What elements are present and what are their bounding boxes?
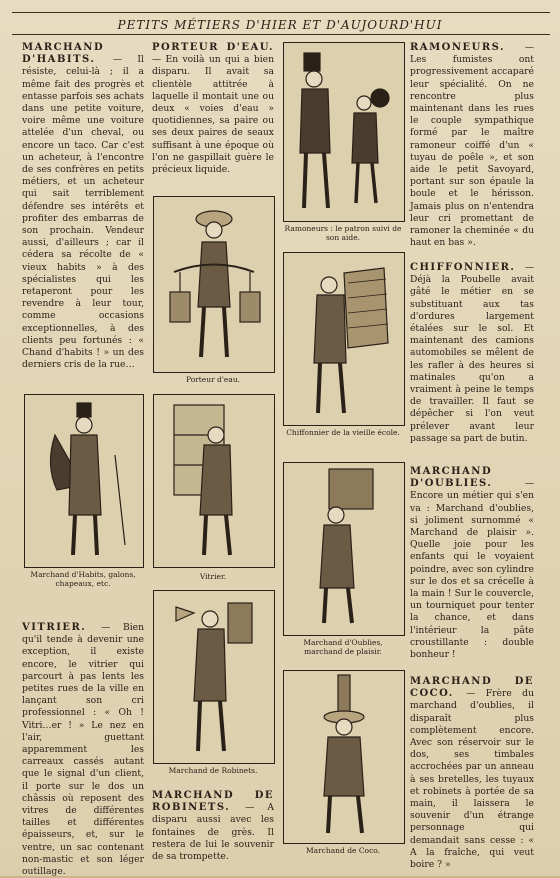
caption-marchand-coco: Marchand de Coco. [305, 846, 381, 855]
caption-marchand-robinets: Marchand de Robinets. [168, 766, 258, 775]
caption-porteur-eau: Porteur d'eau. [185, 375, 241, 384]
text-vitrier: — Bien qu'il tende à devenir une exception, il existe encore, le vitrier qui parcourt à pas lents les petites rues de la ville en lançant son cri professionnel : « Oh ! Vitri…er ! » Le nez en l'air, guettant apparemment les carreaux cassés autant que le signal d'un client, il porte sur le dos un châssis où reposent des vitres de différentes tailles et différentes épaisseurs, et, sur le ventre, un sac contenant non-mastic et son léger outillage. [22, 622, 145, 878]
text-marchand-coco: — Frère du marchand d'oublies, il disparaît plus complètement encore. Avec son réservoir sur le dos, ses timbales accrochées par un anneau à ses bretelles, les tuyaux et robinets à portée de sa main, il laissera le souvenir d'un étrange personnage qui demandait sans cesse : « A la fraîche, qui veut boire ? » [410, 688, 534, 871]
illustration-porteur-eau [153, 196, 275, 373]
marchand-robinets-drawing [154, 591, 274, 763]
caption-marchand-habits: Marchand d'Habits, galons, chapeaux, etc. [30, 570, 136, 588]
heading-porteur-eau: PORTEUR D'EAU. [152, 42, 274, 53]
top-rule [12, 12, 550, 13]
heading-ramoneurs: RAMONEURS. [410, 42, 525, 53]
article-chiffonnier [410, 262, 534, 462]
page-header: PETITS MÉTIERS D'HIER ET D'AUJOURD'HUI [117, 18, 443, 32]
caption-marchand-oublies: Marchand d'Oublies, marchand de plaisir. [303, 638, 383, 656]
article-porteur-eau [152, 42, 274, 192]
article-marchand-robinets [152, 790, 274, 866]
text-marchand-habits: — Il résiste, celui-là ; il a même fait des progrès et entasse parfois ses achats dans une petite voiture, voire même une voiture attelée d'un cheval, ou encore un taco. Car c'est un acheteur, à l'encontre de ses confrères en petits métiers, et un acheteur qui sait terriblement défendre ses intérêts et profiter des embarras de son prochain. Vendeur aussi, d'ailleurs ; car il cédera sa récolte de « vieux habits » à des spécialistes qui les retaperont pour les revendre à leur tour, comme occasions exceptionnelles, à des clients peu fortunés : « Chand d'habits ! » un des derniers cris de la rue… [22, 54, 144, 371]
article-marchand-habits [22, 42, 144, 392]
header-rule [12, 34, 550, 35]
illustration-chiffonnier [283, 252, 405, 426]
porteur-eau-drawing [154, 197, 274, 372]
article-vitrier [22, 622, 145, 878]
article-marchand-oublies [410, 466, 534, 661]
article-marchand-coco [410, 676, 534, 871]
heading-vitrier: VITRIER. [22, 622, 102, 633]
heading-chiffonnier: CHIFFONNIER. [410, 262, 525, 273]
heading-marchand-oublies: MARCHAND D'OUBLIES. [410, 466, 525, 490]
text-marchand-robinets: — A disparu aussi avec les fontaines de grès. Il restera de lui le souvenir de sa trompette. [152, 802, 274, 863]
vitrier-drawing [154, 395, 274, 567]
marchand-habits-drawing [25, 395, 143, 567]
caption-ramoneurs: Ramoneurs : le patron suivi de son aide. [284, 224, 402, 242]
caption-vitrier: Vitrier. [199, 572, 227, 581]
heading-marchand-robinets: MARCHAND DE ROBINETS. [152, 790, 274, 814]
illustration-vitrier [153, 394, 275, 568]
text-chiffonnier: — Déjà la Poubelle avait gâté le métier en se substituant aux tas d'ordures largement étalées sur le sol. Et maintenant des camions automobiles se mêlent de les rafler à des heures si matinales qu'on a vraiment à peine le temps de travailler. Il faut se dépêcher si l'on veut prélever avant leur passage sa part de butin. [410, 262, 534, 444]
illustration-ramoneurs [283, 42, 405, 222]
marchand-coco-drawing [284, 671, 404, 843]
text-ramoneurs: — Les fumistes ont progressivement accaparé leur spécialité. On ne rencontre plus maintenant dans les rues le couple sympathique formé par le maître ramoneur coiffé d'un « tuyau de poêle », et son aide le petit Savoyard, portant sur son épaule la boule et le hérisson. Jamais plus on n'entendra leur cri promettant de ramoner la cheminée « du haut en bas ». [410, 42, 534, 249]
illustration-marchand-coco [283, 670, 405, 844]
article-ramoneurs [410, 42, 534, 252]
text-marchand-oublies: — Encore un métier qui s'en va : Marchand d'oublies, si joliment surnommé « Marchand de plaisir ». Quelle joie pour les enfants qui le voyaient poindre, avec son cylindre sur le dos et sa crécelle à la main ! Sur le couvercle, un tourniquet pour tenter la chance, et dans l'intérieur la pâte croustillante : double bonheur ! [410, 478, 534, 661]
text-porteur-eau: — En voilà un qui a bien disparu. Il avait sa clientèle attitrée à laquelle il montait une ou deux « voies d'eau » quotidiennes, sa paire ou ses deux paires de seaux suffisant à une époque où l'on ne gaspillait guère le précieux liquide. [152, 54, 274, 176]
illustration-marchand-habits [24, 394, 144, 568]
caption-chiffonnier: Chiffonnier de la vieille école. [286, 428, 400, 437]
chiffonnier-drawing [284, 253, 404, 425]
heading-marchand-habits: MARCHAND D'HABITS. [22, 42, 113, 66]
heading-marchand-coco: MARCHAND DE COCO. [410, 676, 534, 700]
ramoneurs-drawing [284, 43, 404, 221]
marchand-oublies-drawing [284, 463, 404, 635]
illustration-marchand-robinets [153, 590, 275, 764]
illustration-marchand-oublies [283, 462, 405, 636]
